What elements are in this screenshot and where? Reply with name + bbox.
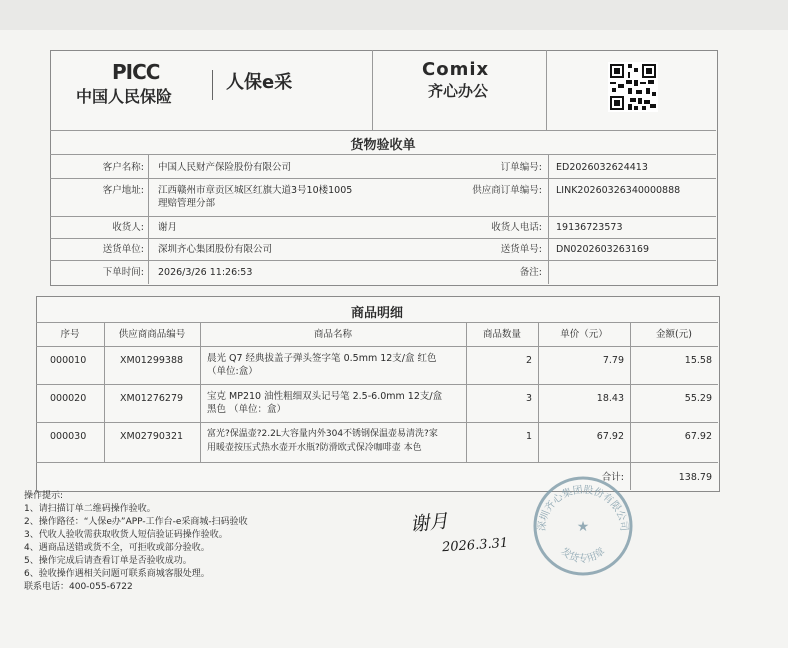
receiver: 谢月: [158, 222, 178, 233]
instruction-item: 2、操作路径：“人保e办”APP-工作台-e采商城-扫码验收: [24, 517, 248, 527]
qr-code-icon: [608, 62, 658, 112]
remark-label: 备注:: [519, 267, 542, 278]
table-row-price: 7.79: [602, 355, 624, 366]
doc-title: 货物验收单: [350, 138, 416, 153]
order-time: 2026/3/26 11:26:53: [158, 267, 253, 278]
total-value: 138.79: [678, 472, 712, 483]
table-row-code: XM01299388: [120, 355, 184, 366]
table-row-name: 宝克 MP210 油性粗细双头记号笔 2.5-6.0mm 12支/盒: [207, 391, 443, 402]
instructions-title: 操作提示:: [24, 491, 64, 501]
table-row-name: 晨光 Q7 经典拔盖子弹头签字笔 0.5mm 12支/盒 红色: [207, 353, 437, 364]
table-row-amount: 55.29: [684, 393, 712, 404]
instruction-item: 5、操作完成后请查看订单是否验收成功。: [24, 556, 192, 566]
customer-address-label: 客户地址:: [102, 185, 144, 196]
eplatform-logo: 人保e采: [226, 72, 293, 93]
instruction-item: 6、验收操作遇相关问题可联系商城客服处理。: [24, 569, 210, 579]
receiver-phone-label: 收货人电话:: [491, 222, 542, 233]
goods-title: 商品明细: [350, 306, 403, 321]
order-no: ED2026032624413: [556, 162, 648, 173]
table-row-name-2: 黑色 （单位：盒）: [207, 404, 287, 415]
table-row-name-2: 用暖壶按压式热水壶开水瓶?防滑欧式保冷咖啡壶 本色: [207, 443, 422, 453]
customer-address-line1: 江西赣州市章贡区城区红旗大道3号10楼1005: [158, 185, 353, 196]
receiver-phone: 19136723573: [556, 222, 623, 233]
table-row-qty: 3: [525, 393, 532, 404]
customer-name: 中国人民财产保险股份有限公司: [158, 162, 292, 173]
table-row-seq: 000030: [50, 431, 87, 442]
order-time-label: 下单时间:: [102, 267, 144, 278]
picc-name: 中国人民保险: [76, 87, 173, 106]
supplier-order-label: 供应商订单编号:: [472, 185, 542, 196]
table-row-amount: 67.92: [684, 431, 712, 442]
signature-name: 谢月: [409, 510, 450, 536]
instruction-item: 3、代收人验收需获取收货人短信验证码操作验收。: [24, 530, 228, 540]
svg-text:★: ★: [576, 519, 590, 535]
delivery-unit: 深圳齐心集团股份有限公司: [158, 244, 273, 255]
col-header-name: 商品名称: [313, 329, 352, 340]
table-row-price: 18.43: [596, 393, 624, 404]
company-seal-icon: [528, 471, 638, 581]
table-row-amount: 15.58: [684, 355, 712, 366]
col-header-amount: 金额(元): [656, 329, 692, 340]
table-row-qty: 1: [525, 431, 532, 442]
table-row-qty: 2: [525, 355, 532, 366]
col-header-price: 单价（元）: [560, 329, 608, 340]
customer-address-line2: 理赔管理分部: [158, 198, 216, 209]
table-row-price: 67.92: [596, 431, 624, 442]
comix-name: 齐心办公: [428, 82, 489, 100]
order-no-label: 订单编号:: [500, 162, 542, 173]
table-row-code: XM02790321: [120, 431, 184, 442]
total-label: 合计:: [601, 472, 624, 483]
col-header-qty: 商品数量: [482, 329, 521, 340]
customer-name-label: 客户名称:: [102, 162, 144, 173]
instruction-item: 1、请扫描订单二维码操作验收。: [24, 504, 156, 514]
table-row-code: XM01276279: [120, 393, 184, 404]
svg-text:发货专用章: 发货专用章: [558, 546, 608, 565]
table-row-seq: 000020: [50, 393, 87, 404]
table-row-name-2: （单位:盒）: [207, 366, 258, 377]
comix-logo: Comix: [422, 59, 490, 80]
contact-phone: 联系电话：400-055-6722: [24, 582, 133, 592]
col-header-seq: 序号: [60, 329, 80, 340]
picc-logo: PICC: [112, 60, 160, 84]
instruction-item: 4、遇商品送错或货不全，可拒收或部分验收。: [24, 543, 210, 553]
delivery-no: DN0202603263169: [556, 244, 649, 255]
svg-text:深圳齐心集团股份有限公司: 深圳齐心集团股份有限公司: [536, 484, 630, 532]
delivery-unit-label: 送货单位:: [102, 244, 144, 255]
supplier-order-no: LINK20260326340000888: [556, 185, 681, 196]
table-row-seq: 000010: [50, 355, 87, 366]
receipt-paper: [0, 30, 788, 648]
col-header-code: 供应商商品编号: [118, 329, 186, 340]
receiver-label: 收货人:: [112, 222, 144, 233]
table-row-name: 富光?保温壶?2.2L大容量内外304不锈钢保温壶易清洗?家: [207, 429, 438, 439]
delivery-no-label: 送货单号:: [500, 244, 542, 255]
signature-date: 2026.3.31: [441, 535, 509, 556]
